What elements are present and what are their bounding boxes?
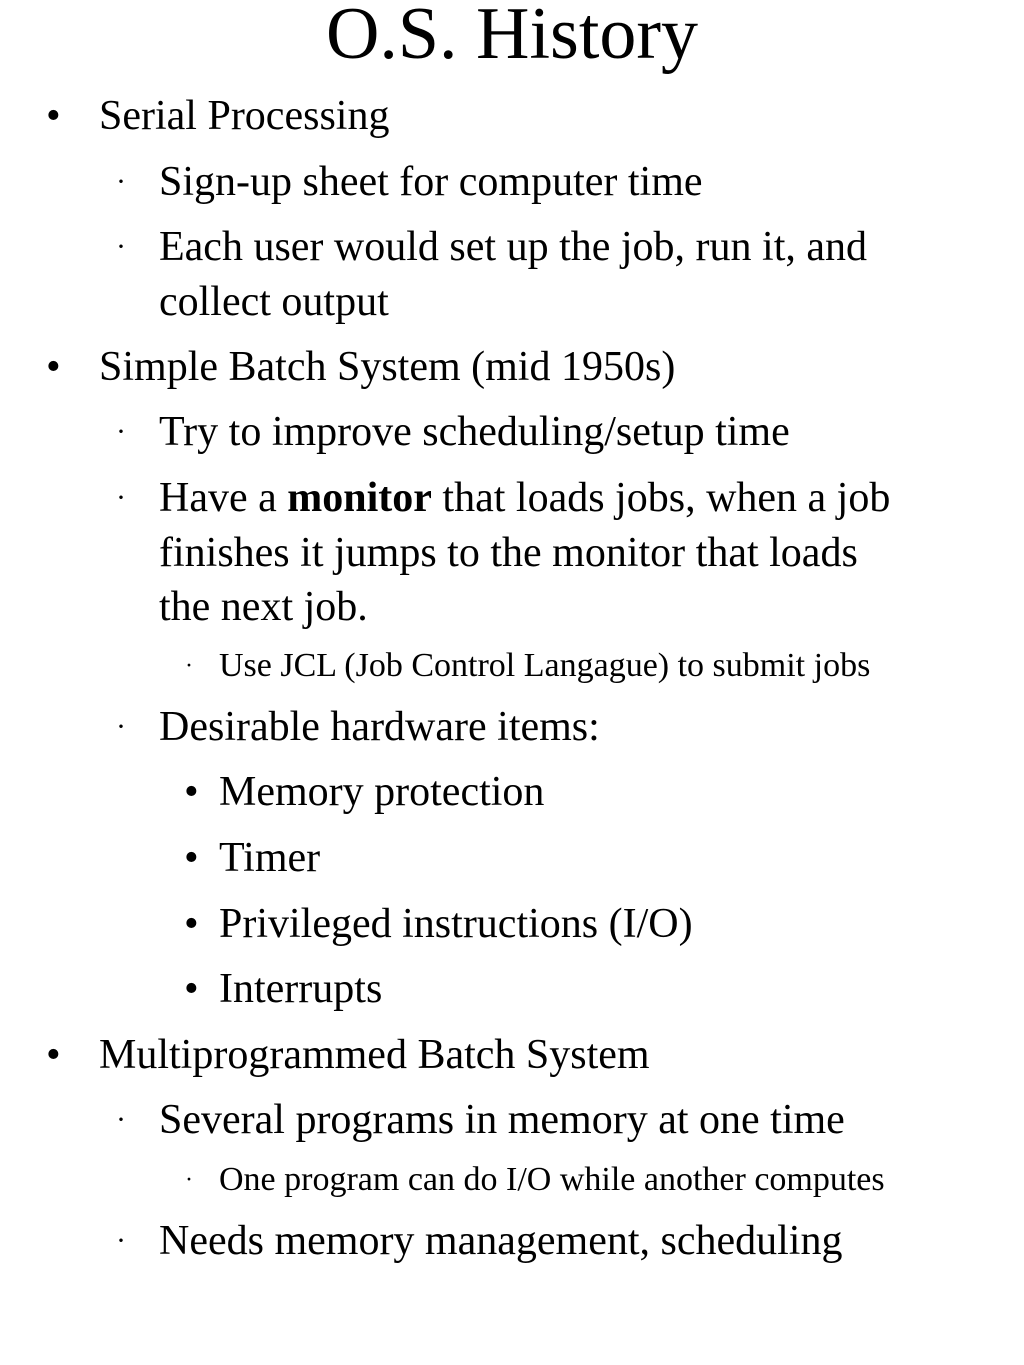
bullet-level2: · — [116, 1224, 126, 1257]
item-monitor-bold: monitor — [287, 475, 432, 521]
item-use-jcl: Use JCL (Job Control Langague) to submit jobs — [219, 647, 871, 684]
item-improve-scheduling: Try to improve scheduling/setup time — [159, 409, 790, 455]
bullet-level2: · — [116, 710, 126, 743]
bullet-level3-hardware: • — [184, 901, 199, 947]
bullet-level3: · — [185, 1167, 193, 1193]
bullet-level1: • — [46, 1032, 61, 1078]
bullet-level2: · — [116, 165, 126, 198]
bullet-level3-hardware: • — [184, 966, 199, 1012]
bullet-level2: · — [116, 415, 126, 448]
hardware-item: Timer — [219, 835, 321, 881]
heading-simple-batch: Simple Batch System (mid 1950s) — [99, 344, 676, 390]
hardware-item: Privileged instructions (I/O) — [219, 901, 693, 947]
hardware-item: Interrupts — [219, 966, 383, 1012]
item-each-user-line2: collect output — [159, 279, 389, 325]
item-desirable-hardware: Desirable hardware items: — [159, 704, 600, 750]
item-monitor-post: that loads jobs, when a job — [431, 475, 891, 521]
bullet-level2: · — [116, 1103, 126, 1136]
item-monitor-line1 — [159, 471, 890, 525]
bullet-level2: · — [116, 230, 126, 263]
heading-serial-processing: Serial Processing — [99, 93, 390, 139]
item-monitor-line2: finishes it jumps to the monitor that loads — [159, 530, 858, 576]
bullet-level3: · — [185, 653, 193, 679]
bullet-level3-hardware: • — [184, 769, 199, 815]
bullet-level1: • — [46, 344, 61, 390]
bullet-level3-hardware: • — [184, 835, 199, 881]
item-needs-memory-management: Needs memory management, scheduling — [159, 1218, 843, 1264]
item-io-while-computes: One program can do I/O while another computes — [219, 1161, 885, 1198]
heading-multiprogrammed: Multiprogrammed Batch System — [99, 1032, 650, 1078]
item-signup-sheet: Sign-up sheet for computer time — [159, 159, 703, 205]
slide-title: O.S. History — [325, 0, 699, 75]
item-each-user-line1: Each user would set up the job, run it, and — [159, 224, 868, 270]
item-monitor-pre: Have a — [159, 475, 288, 521]
item-several-programs: Several programs in memory at one time — [159, 1097, 845, 1143]
bullet-level1: • — [46, 93, 61, 139]
hardware-item: Memory protection — [219, 769, 545, 815]
item-monitor-line3: the next job. — [159, 584, 368, 630]
bullet-level2: · — [116, 481, 126, 514]
